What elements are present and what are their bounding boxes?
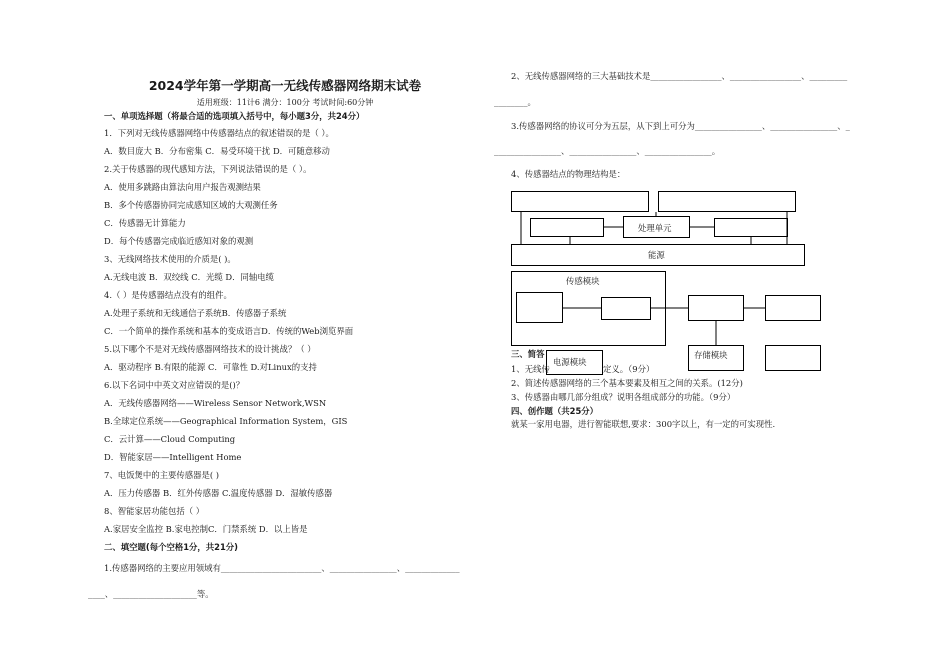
fill-question-4: 4、传感器结点的物理结构是： xyxy=(511,169,626,179)
section-1-heading: 一、单项选择题（将最合适的选项填入括号中，每小题3分，共24分） xyxy=(104,111,365,121)
right-unit-box xyxy=(714,218,788,237)
section-4-heading: 四、创作题（共25分） xyxy=(511,406,599,416)
creative-question: 就某一家用电器，进行智能联想,要求：300字以上，有一定的可实现性. xyxy=(511,419,776,429)
question-line: C．一个简单的操作系统和基本的变成语言D．传统的Web浏览界面 xyxy=(104,326,354,336)
question-line: 7、电饭煲中的主要传感器是( ) xyxy=(104,470,220,480)
question-line: B.全球定位系统——Geographical Information System，GIS xyxy=(104,416,348,426)
question-line: A．数目庞大 B．分布密集 C．易受环境干扰 D．可随意移动 xyxy=(104,146,330,156)
question-line: A．无线传感器网络——Wireless Sensor Network,WSN xyxy=(104,398,327,408)
transceiver-box xyxy=(765,295,821,321)
question-line: 3、无线网络技术使用的介质是( )。 xyxy=(104,254,236,264)
power-module-label: 电源模块 xyxy=(553,357,587,367)
short-answer-1-tail: 定义。（9分） xyxy=(603,364,655,374)
short-answer-1: 1、无线传 xyxy=(511,364,550,374)
section-3-heading: 三、简答 xyxy=(511,349,545,359)
processor-box xyxy=(688,295,744,321)
fill-question-2-cont: ________。 xyxy=(494,97,536,107)
question-line: D．智能家居——Intelligent Home xyxy=(104,452,242,462)
adc-box xyxy=(601,297,651,320)
fill-question-1: 1.传感器网络的主要应用领域有________________________、________________、_____________ xyxy=(104,563,460,573)
question-line: 8、智能家居功能包括（ ） xyxy=(104,506,205,516)
extra-box xyxy=(765,345,821,371)
short-answer-3: 3、传感器由哪几部分组成？说明各组成部分的功能。（9分） xyxy=(511,392,736,402)
question-line: 2.关于传感器的现代感知方法，下列说法错误的是（ ）。 xyxy=(104,164,312,174)
question-line: A．驱动程序 B.有限的能源 C．可靠性 D.对Linux的支持 xyxy=(104,362,317,372)
processing-unit-label: 处理单元 xyxy=(638,223,672,233)
fill-question-3-cont: ________________、________________、________________。 xyxy=(494,146,721,156)
fill-question-2: 2、无线传感器网络的三大基础技术是_________________、_________________、_________ xyxy=(511,71,848,81)
question-line: D．每个传感器完成临近感知对象的观测 xyxy=(104,236,254,246)
exam-info: 适用班级：11计6 满分：100分 考试时间:60分钟 xyxy=(196,98,374,107)
question-line: A．使用多跳路由算法向用户报告观测结果 xyxy=(104,182,261,192)
energy-label: 能源 xyxy=(648,250,665,260)
question-line: C．传感器无计算能力 xyxy=(104,218,186,228)
short-answer-2: 2、简述传感器网络的三个基本要素及相互之间的关系。(12分) xyxy=(511,378,743,388)
sensing-module-label: 传感模块 xyxy=(566,276,600,286)
question-line: 6.以下名词中中英文对应错误的是()？ xyxy=(104,380,245,390)
sensor-box xyxy=(516,292,563,323)
top-left-box xyxy=(511,191,649,212)
question-line: 1．下列对无线传感器网络中传感器结点的叙述错误的是（ ）。 xyxy=(104,128,334,138)
storage-module-label: 存储模块 xyxy=(694,350,728,360)
question-line: A.处理子系统和无线通信子系统B．传感器子系统 xyxy=(104,308,287,318)
left-unit-box xyxy=(530,218,604,237)
question-line: A.无线电波 B．双绞线 C．光缆 D．同轴电缆 xyxy=(104,272,274,282)
question-line: A.家居安全监控 B.家电控制C．门禁系统 D．以上皆是 xyxy=(104,524,308,534)
section-2-heading: 二、填空题(每个空格1分，共21分) xyxy=(104,542,239,552)
question-line: 4.（ ）是传感器结点没有的组件。 xyxy=(104,290,232,300)
top-right-box xyxy=(658,191,796,212)
exam-title: 2024学年第一学期高一无线传感器网络期末试卷 xyxy=(148,78,422,93)
fill-question-1-cont: ____、____________________等。 xyxy=(88,589,214,599)
question-line: B．多个传感器协同完成感知区域的大观测任务 xyxy=(104,200,278,210)
question-line: 5.以下哪个不是对无线传感器网络技术的设计挑战？（ ） xyxy=(104,344,316,354)
question-line: A．压力传感器 B．红外传感器 C.温度传感器 D．湿敏传感器 xyxy=(104,488,333,498)
fill-question-3: 3.传感器网络的协议可分为五层，从下到上可分为________________、________________、_ xyxy=(511,121,850,131)
question-line: C．云计算——Cloud Computing xyxy=(104,434,236,444)
